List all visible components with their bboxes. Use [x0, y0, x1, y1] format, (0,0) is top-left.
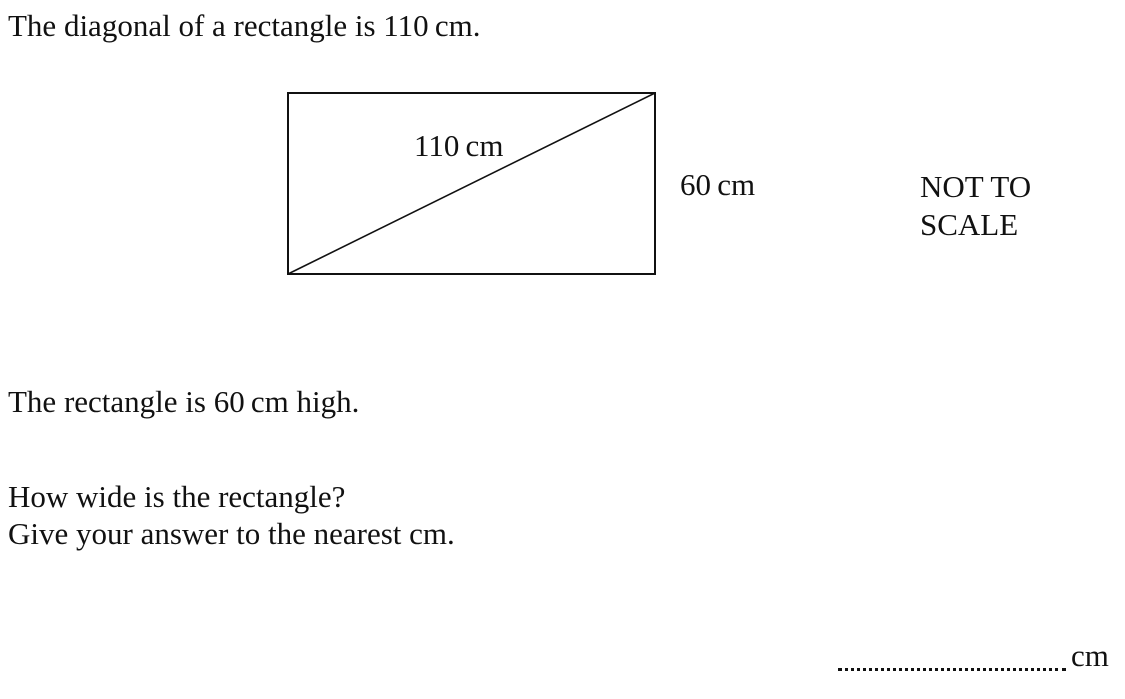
diagonal-label: 110 cm: [414, 128, 504, 163]
not-to-scale-line1: NOT TO: [920, 169, 1032, 204]
diagonal-line: [288, 93, 655, 274]
answer-area: [838, 640, 1118, 680]
not-to-scale-note: [920, 168, 1031, 244]
height-label: 60 cm: [680, 167, 756, 202]
instruction-text: Give your answer to the nearest cm.: [8, 516, 455, 551]
answer-line[interactable]: [838, 668, 1066, 671]
not-to-scale-line2: SCALE: [920, 207, 1019, 242]
answer-unit: cm: [1071, 638, 1109, 673]
intro-text: The diagonal of a rectangle is 110 cm.: [8, 8, 481, 43]
question-text: How wide is the rectangle?: [8, 479, 346, 514]
height-statement: The rectangle is 60 cm high.: [8, 384, 360, 419]
